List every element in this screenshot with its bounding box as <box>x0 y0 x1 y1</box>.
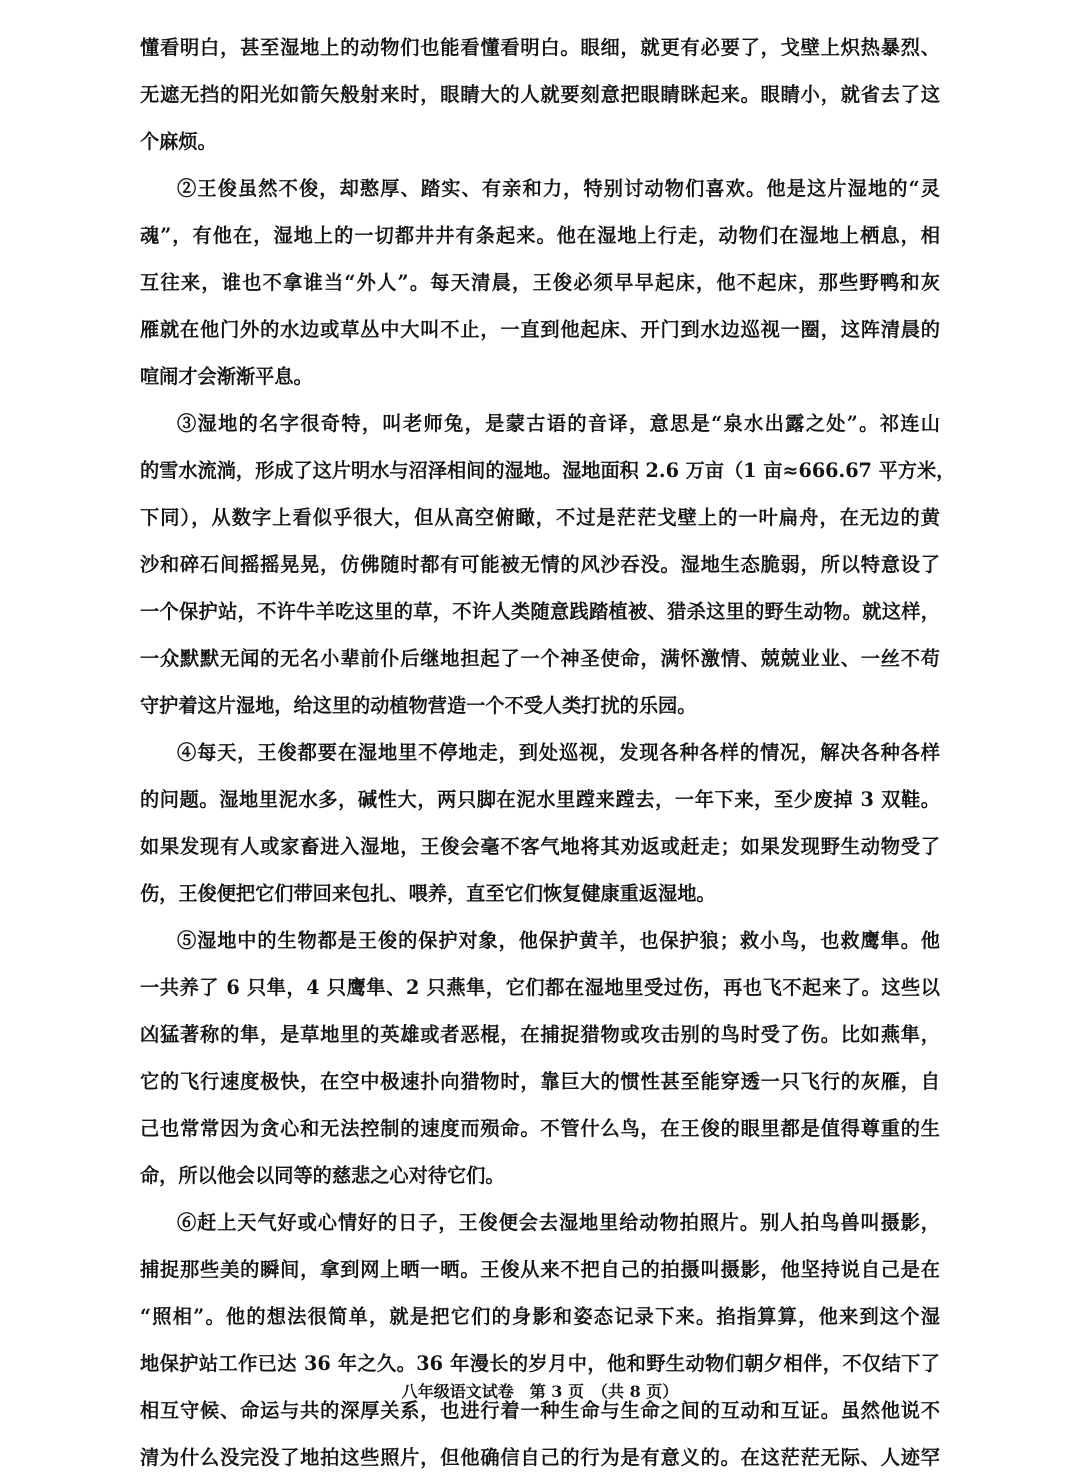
text-line: 一众默默无闻的无名小辈前仆后继地担起了一个神圣使命，满怀激情、兢兢业业、一丝不苟 <box>140 647 940 670</box>
paragraph-2-first-line: ②王俊虽然不俊，却憨厚、踏实、有亲和力，特别讨动物们喜欢。他是这片湿地的“灵 <box>177 177 940 200</box>
text-line: 无遮无挡的阳光如箭矢般射来时，眼睛大的人就要刻意把眼睛眯起来。眼睛小，就省去了这 <box>140 83 940 106</box>
reading-passage <box>140 24 956 1481</box>
text-line: 一共养了 6 只隼，4 只鹰隼、2 只燕隼，它们都在湿地里受过伤，再也飞不起来了。这些以 <box>140 976 940 999</box>
text-line: 一个保护站，不许牛羊吃这里的草，不许人类随意践踏植被、猎杀这里的野生动物。就这样， <box>140 600 940 623</box>
paragraph-3-first-line: ③湿地的名字很奇特，叫老师兔，是蒙古语的音译，意思是“泉水出露之处”。祁连山 <box>177 412 940 435</box>
text-line: 凶猛著称的隼，是草地里的英雄或者恶棍，在捕捉猎物或攻击别的鸟时受了伤。比如燕隼， <box>140 1023 940 1046</box>
text-line: 懂看明白，甚至湿地上的动物们也能看懂看明白。眼细，就更有必要了，戈壁上炽热暴烈、 <box>140 36 940 59</box>
text-line: 雁就在他门外的水边或草丛中大叫不止，一直到他起床、开门到水边巡视一圈，这阵清晨的 <box>140 318 940 341</box>
text-line: 魂”，有他在，湿地上的一切都井井有条起来。他在湿地上行走，动物们在湿地上栖息，相 <box>140 224 940 247</box>
text-line: 的雪水流淌，形成了这片明水与沼泽相间的湿地。湿地面积 2.6 万亩（1 亩≈666.67 平方米， <box>140 459 956 482</box>
text-line: 己也常常因为贪心和无法控制的速度而殒命。不管什么鸟，在王俊的眼里都是值得尊重的生 <box>140 1117 940 1140</box>
text-line: 个麻烦。 <box>140 130 217 153</box>
text-line: 沙和碎石间摇摇晃晃，仿佛随时都有可能被无情的风沙吞没。湿地生态脆弱，所以特意设了 <box>140 553 940 576</box>
text-line: 清为什么没完没了地拍这些照片，但他确信自己的行为是有意义的。在这茫茫无际、人迹罕 <box>140 1446 940 1469</box>
text-line: “照相”。他的想法很简单，就是把它们的身影和姿态记录下来。掐指算算，他来到这个湿 <box>140 1305 940 1328</box>
paragraph-4-first-line: ④每天，王俊都要在湿地里不停地走，到处巡视，发现各种各样的情况，解决各种各样 <box>177 741 940 764</box>
text-line: 它的飞行速度极快，在空中极速扑向猎物时，靠巨大的惯性甚至能穿透一只飞行的灰雁，自 <box>140 1070 940 1093</box>
paragraph-5-first-line: ⑤湿地中的生物都是王俊的保护对象，他保护黄羊，也保护狼；救小鸟，也救鹰隼。他 <box>177 929 940 952</box>
text-line: 喧闹才会渐渐平息。 <box>140 365 313 388</box>
text-line: 下同），从数字上看似乎很大，但从高空俯瞰，不过是茫茫戈壁上的一叶扁舟，在无边的黄 <box>140 506 940 529</box>
text-line: 地保护站工作已达 36 年之久。36 年漫长的岁月中，他和野生动物们朝夕相伴，不仅结下了 <box>140 1352 940 1375</box>
text-line: 的问题。湿地里泥水多，碱性大，两只脚在泥水里蹚来蹚去，一年下来，至少废掉 3 双鞋。 <box>140 788 940 811</box>
text-line: 守护着这片湿地，给这里的动植物营造一个不受人类打扰的乐园。 <box>140 694 697 717</box>
text-line: 互往来，谁也不拿谁当“外人”。每天清晨，王俊必须早早起床，他不起床，那些野鸭和灰 <box>140 271 940 294</box>
text-line: 命，所以他会以同等的慈悲之心对待它们。 <box>140 1164 505 1187</box>
page-footer: 八年级语文试卷 第 3 页 （共 8 页） <box>401 1382 679 1401</box>
text-line: 相互守候、命运与共的深厚关系，也进行着一种生命与生命之间的互动和互证。虽然他说不 <box>140 1399 940 1422</box>
paragraph-6-first-line: ⑥赶上天气好或心情好的日子，王俊便会去湿地里给动物拍照片。别人拍鸟兽叫摄影， <box>177 1211 940 1234</box>
text-line: 伤，王俊便把它们带回来包扎、喂养，直至它们恢复健康重返湿地。 <box>140 882 716 905</box>
text-line: 捕捉那些美的瞬间，拿到网上晒一晒。王俊从来不把自己的拍摄叫摄影，他坚持说自己是在 <box>140 1258 940 1281</box>
text-line: 如果发现有人或家畜进入湿地，王俊会毫不客气地将其劝返或赶走；如果发现野生动物受了 <box>140 835 940 858</box>
